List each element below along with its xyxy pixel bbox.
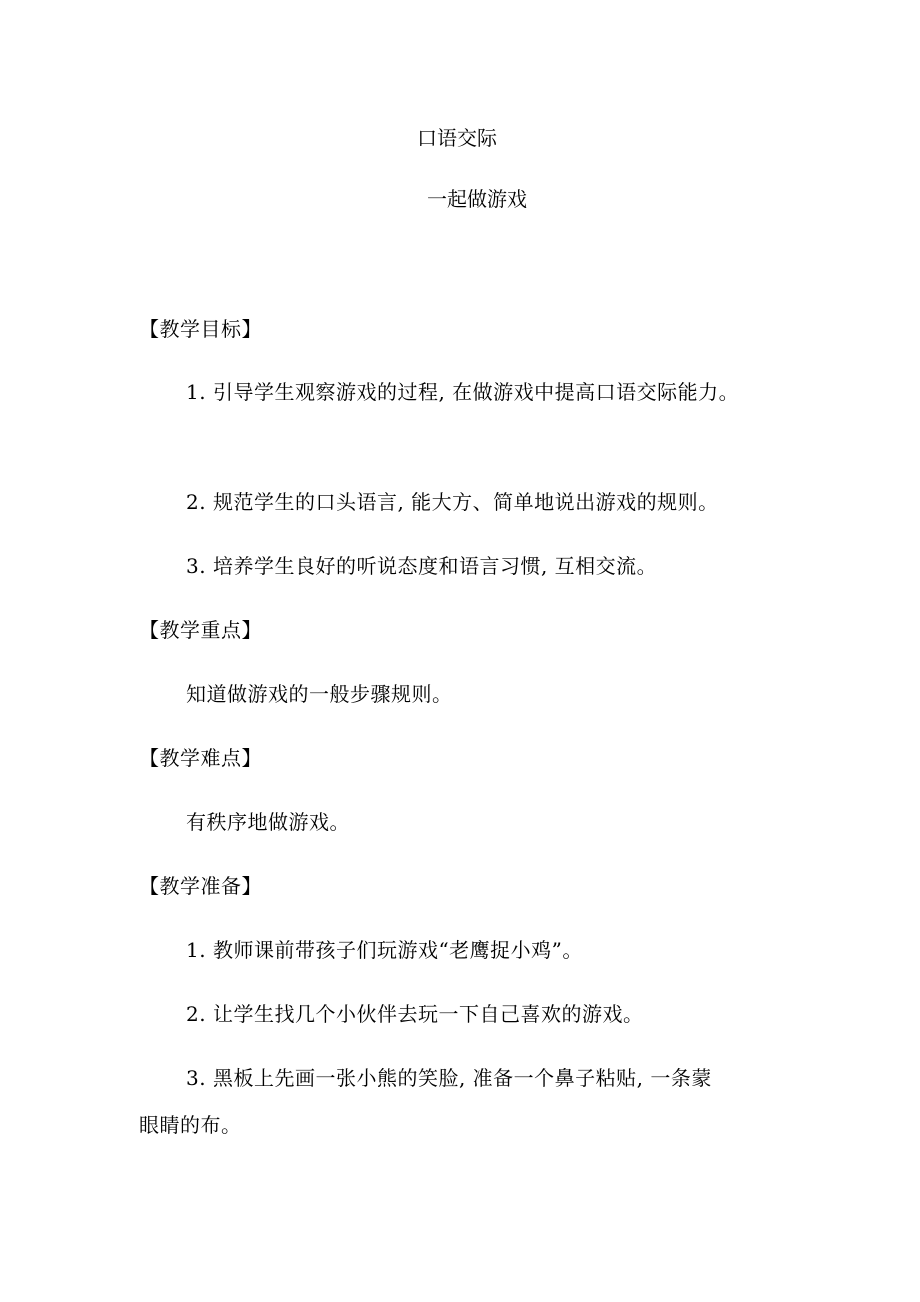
document-title: 口语交际 [417, 126, 497, 150]
goal-item-1: 1. 引导学生观察游戏的过程, 在做游戏中提高口语交际能力。 [186, 380, 740, 404]
difficulties-text: 有秩序地做游戏。 [186, 810, 350, 834]
preparation-item-3-continuation: 眼睛的布。 [139, 1113, 242, 1137]
preparation-item-3: 3. 黑板上先画一张小熊的笑脸, 准备一个鼻子粘贴, 一条蒙 [186, 1066, 712, 1090]
document-subtitle: 一起做游戏 [427, 187, 527, 211]
key-points-text: 知道做游戏的一般步骤规则。 [186, 682, 453, 706]
section-heading-key-points: 【教学重点】 [139, 618, 262, 642]
goal-item-3: 3. 培养学生良好的听说态度和语言习惯, 互相交流。 [186, 554, 658, 578]
section-heading-preparation: 【教学准备】 [139, 874, 262, 898]
preparation-item-2: 2. 让学生找几个小伙伴去玩一下自己喜欢的游戏。 [186, 1002, 644, 1026]
preparation-item-1: 1. 教师课前带孩子们玩游戏“老鹰捉小鸡”。 [186, 938, 583, 962]
section-heading-goals: 【教学目标】 [139, 317, 262, 341]
goal-item-2: 2. 规范学生的口头语言, 能大方、简单地说出游戏的规则。 [186, 490, 719, 514]
section-heading-difficulties: 【教学难点】 [139, 746, 262, 770]
